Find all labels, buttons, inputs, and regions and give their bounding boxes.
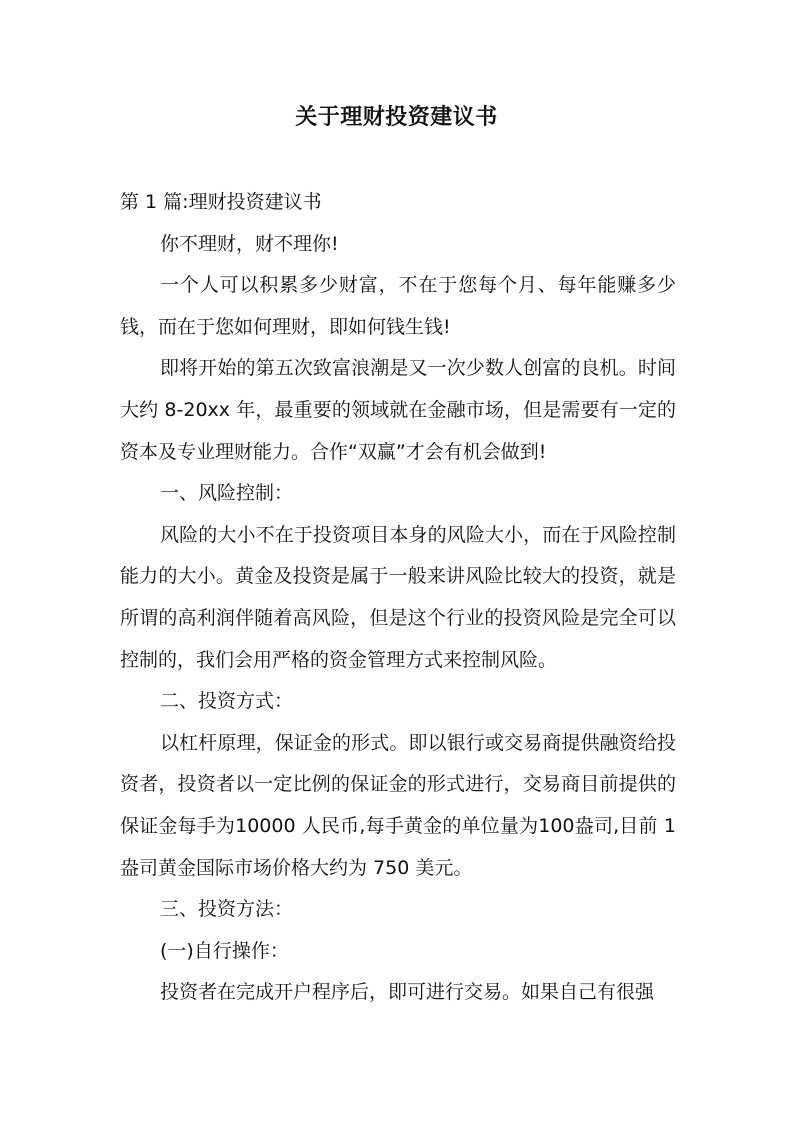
heading-investment-method: 三、投资方法：	[160, 898, 294, 921]
heading-self-operation: (一)自行操作：	[160, 939, 289, 962]
paragraph-opportunity: 即将开始的第五次致富浪潮是又一次少数人创富的良机。时间大约 8-20xx 年，最重要的领域就在金融市场，但是需要有一定的资本及专业理财能力。合作“双赢”才会有机会做到!	[120, 357, 676, 463]
paragraph-self-operation: 投资者在完成开户程序后，即可进行交易。如果自己有很强	[160, 981, 655, 1004]
heading-investment-mode: 二、投资方式：	[160, 690, 294, 713]
page-title: 关于理财投资建议书	[295, 105, 498, 130]
heading-risk-control: 一、风险控制：	[160, 482, 294, 505]
paragraph-risk-control: 风险的大小不在于投资项目本身的风险大小，而在于风险控制能力的大小。黄金及投资是属于一般来讲风险比较大的投资，就是所谓的高利润伴随着高风险，但是这个行业的投资风险是完全可以控制的，我们会用严格的资金管理方式来控制风险。	[120, 523, 676, 671]
document-body	[120, 182, 676, 1014]
paragraph-wealth: 一个人可以积累多少财富，不在于您每个月、每年能赚多少钱，而在于您如何理财，即如何钱生钱!	[120, 274, 676, 338]
paragraph-slogan: 你不理财，财不理你!	[160, 232, 339, 255]
paragraph-investment-mode: 以杠杆原理，保证金的形式。即以银行或交易商提供融资给投资者，投资者以一定比例的保证金的形式进行，交易商目前提供的保证金每手为10000 人民币,每手黄金的单位量为100盎司,目前 1 盎司黄金国际市场价格大约为 750 美元。	[120, 731, 676, 879]
section-heading-part-1: 第 1 篇:理财投资建议书	[120, 191, 322, 213]
